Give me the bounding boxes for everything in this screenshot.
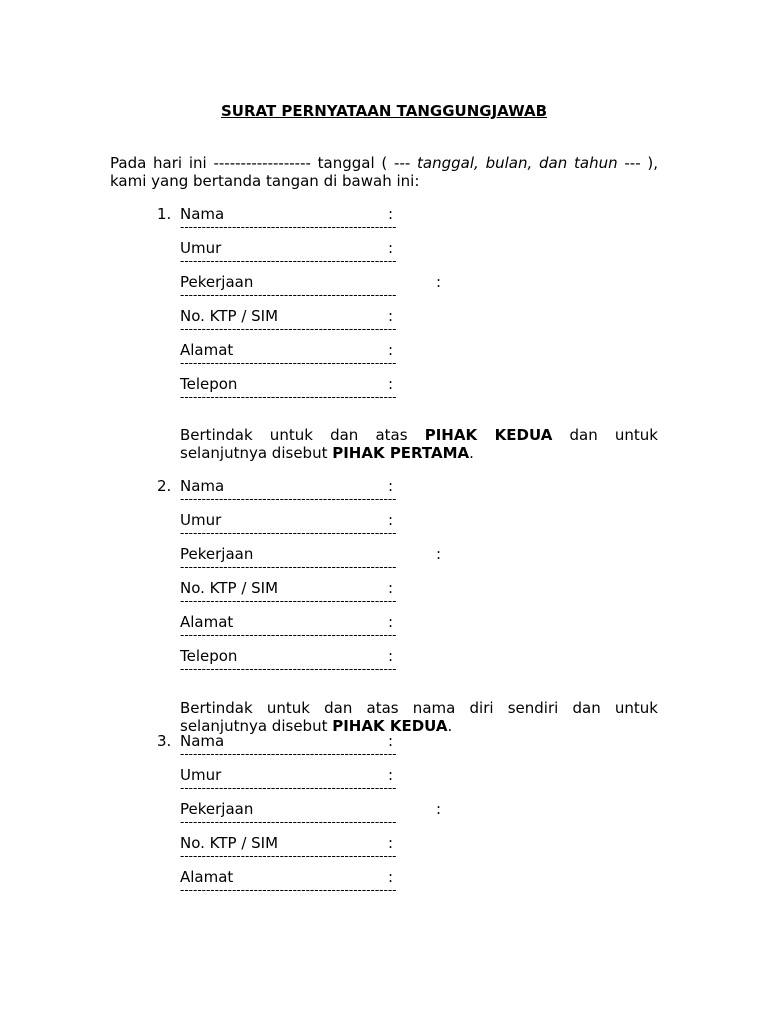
field-colon: : <box>388 868 394 886</box>
field-label: No. KTP / SIM <box>180 307 279 325</box>
field-fill-line[interactable]: -------------------------------------------------- <box>180 322 397 336</box>
statement-1-period: . <box>469 444 474 462</box>
statement-1-line-2-text: selanjutnya disebut <box>180 444 333 462</box>
party-3-number: 3. <box>157 732 172 750</box>
field-colon: : <box>388 647 394 665</box>
field-colon: : <box>388 477 394 495</box>
field-fill-line[interactable]: -------------------------------------------------- <box>180 662 397 676</box>
party-2-field-alamat <box>180 613 470 647</box>
field-label: Pekerjaan <box>180 545 254 563</box>
field-colon: : <box>388 732 394 750</box>
field-label: Telepon <box>180 647 238 665</box>
statement-1-text-end: dan untuk <box>552 426 658 444</box>
party-1-field-umur <box>180 239 470 273</box>
field-fill-line[interactable]: -------------------------------------------------- <box>180 781 397 795</box>
field-fill-line[interactable]: -------------------------------------------------- <box>180 747 397 761</box>
field-colon: : <box>436 545 442 563</box>
field-label: Nama <box>180 205 225 223</box>
field-fill-line[interactable]: -------------------------------------------------- <box>180 356 397 370</box>
party-3-field-nama <box>180 732 470 766</box>
statement-1 <box>180 426 658 462</box>
statement-2-line-2-text: selanjutnya disebut <box>180 717 333 735</box>
intro-line-2: kami yang bertanda tangan di bawah ini: <box>110 172 420 190</box>
party-2-field-nama <box>180 477 470 511</box>
field-label: Nama <box>180 477 225 495</box>
party-1-field-no-ktp-sim <box>180 307 470 341</box>
field-label: Telepon <box>180 375 238 393</box>
field-colon: : <box>388 375 394 393</box>
party-2-field-pekerjaan <box>180 545 470 579</box>
field-label: Alamat <box>180 868 234 886</box>
statement-1-line-1 <box>180 426 658 444</box>
statement-1-party-pertama: PIHAK PERTAMA <box>332 444 470 462</box>
field-colon: : <box>388 205 394 223</box>
field-colon: : <box>388 511 394 529</box>
field-fill-line[interactable]: -------------------------------------------------- <box>180 815 397 829</box>
intro-paragraph <box>110 154 658 190</box>
party-3-field-umur <box>180 766 470 800</box>
field-colon: : <box>388 341 394 359</box>
party-2-field-telepon <box>180 647 470 681</box>
field-colon: : <box>436 800 442 818</box>
field-colon: : <box>388 239 394 257</box>
field-fill-line[interactable]: -------------------------------------------------- <box>180 390 397 404</box>
intro-line-1 <box>110 154 658 172</box>
field-colon: : <box>388 579 394 597</box>
field-fill-line[interactable]: -------------------------------------------------- <box>180 492 397 506</box>
statement-1-line-2 <box>180 444 474 462</box>
field-label: Pekerjaan <box>180 800 254 818</box>
field-label: No. KTP / SIM <box>180 834 279 852</box>
party-1-field-pekerjaan <box>180 273 470 307</box>
field-colon: : <box>388 613 394 631</box>
field-fill-line[interactable]: -------------------------------------------------- <box>180 254 397 268</box>
field-label: Umur <box>180 239 222 257</box>
field-label: No. KTP / SIM <box>180 579 279 597</box>
party-3-field-no-ktp-sim <box>180 834 470 868</box>
party-3-field-alamat <box>180 868 470 902</box>
party-3-field-pekerjaan <box>180 800 470 834</box>
field-label: Alamat <box>180 613 234 631</box>
field-label: Alamat <box>180 341 234 359</box>
field-label: Umur <box>180 766 222 784</box>
party-2-field-no-ktp-sim <box>180 579 470 613</box>
field-colon: : <box>388 307 394 325</box>
statement-1-text: Bertindak untuk dan atas <box>180 426 425 444</box>
party-2-number: 2. <box>157 477 172 495</box>
field-fill-line[interactable]: -------------------------------------------------- <box>180 883 397 897</box>
field-fill-line[interactable]: -------------------------------------------------- <box>180 220 397 234</box>
field-colon: : <box>388 834 394 852</box>
party-1-number: 1. <box>157 205 172 223</box>
statement-2-line-1: Bertindak untuk dan atas nama diri sendiri dan untuk <box>180 699 658 717</box>
intro-text-start: Pada hari ini ------------------ tanggal ( --- <box>110 154 418 172</box>
field-fill-line[interactable]: -------------------------------------------------- <box>180 560 397 574</box>
party-1-field-telepon <box>180 375 470 409</box>
field-fill-line[interactable]: -------------------------------------------------- <box>180 288 397 302</box>
field-label: Pekerjaan <box>180 273 254 291</box>
intro-text-end: --- ), <box>617 154 658 172</box>
statement-1-party-kedua: PIHAK KEDUA <box>424 426 553 444</box>
statement-2 <box>180 699 658 735</box>
field-label: Nama <box>180 732 225 750</box>
field-colon: : <box>388 766 394 784</box>
party-1-field-alamat <box>180 341 470 375</box>
party-2-field-umur <box>180 511 470 545</box>
document-title: SURAT PERNYATAAN TANGGUNGJAWAB <box>220 102 548 120</box>
field-fill-line[interactable]: -------------------------------------------------- <box>180 849 397 863</box>
field-fill-line[interactable]: -------------------------------------------------- <box>180 526 397 540</box>
statement-2-period: . <box>447 717 453 735</box>
field-label: Umur <box>180 511 222 529</box>
intro-date-placeholder: tanggal, bulan, dan tahun <box>417 154 618 172</box>
field-colon: : <box>436 273 442 291</box>
statement-2-party-kedua: PIHAK KEDUA <box>332 717 448 735</box>
party-1-field-nama <box>180 205 470 239</box>
field-fill-line[interactable]: -------------------------------------------------- <box>180 594 397 608</box>
field-fill-line[interactable]: -------------------------------------------------- <box>180 628 397 642</box>
